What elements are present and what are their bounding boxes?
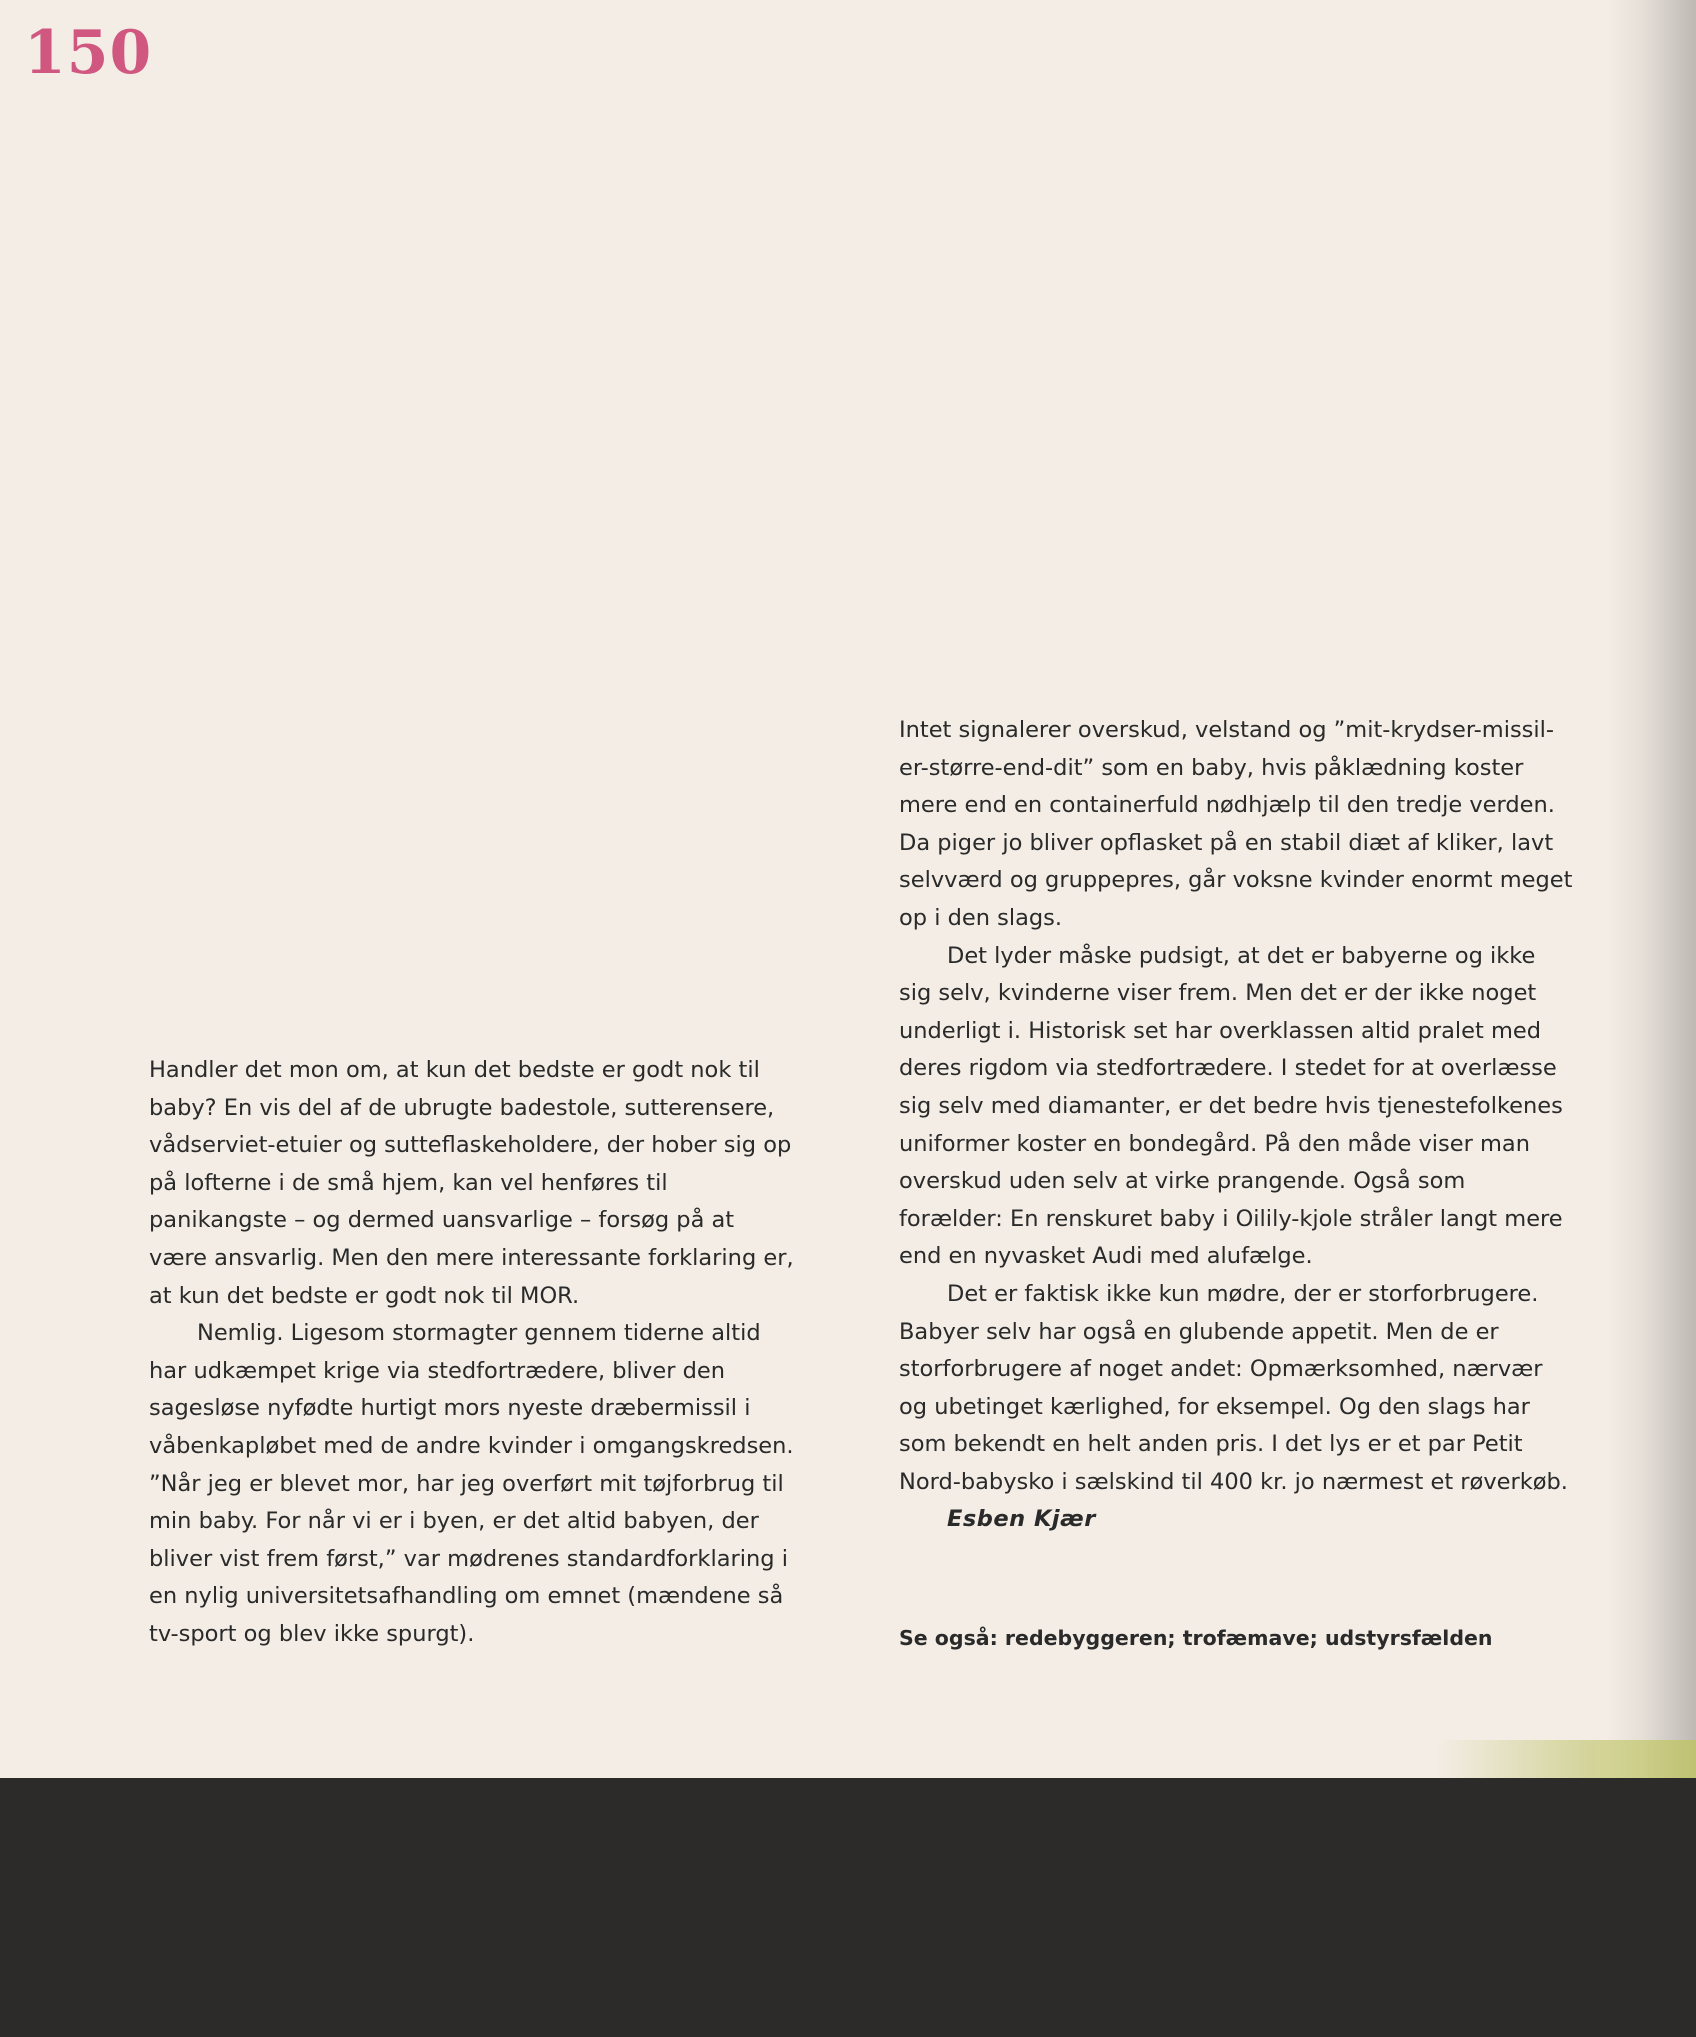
- paragraph: Det er faktisk ikke kun mødre, der er storforbrugere. Babyer selv har også en glubende appetit. Men de er storforbrugere af noget andet: Opmærksomhed, nærvær og ubetinget kærlighed, for eksempel. Og den slags har som bekendt en helt anden pris. I det lys er et par Petit Nord-babysko i sælskind til 400 kr. jo nærmest et røverkøb.: [899, 1280, 1568, 1495]
- see-also-references: Se også: redebyggeren; trofæmave; udstyrsfælden: [899, 1626, 1493, 1650]
- paragraph: Intet signalerer overskud, velstand og ”mit-krydser-missil-er-større-end-dit” som en baby, hvis påklædning koster mere end en containerfuld nødhjælp til den tredje verden. Da piger jo bliver opflasket på en stabil diæt af kliker, lavt selvværd og gruppepres, går voksne kvinder enormt meget op i den slags.: [899, 717, 1573, 931]
- paragraph: Nemlig. Ligesom stormagter gennem tiderne altid har udkæmpet krige via stedfortrædere, bliver den sagesløse nyfødte hurtigt mors nyeste dræbermissil i våbenkapløbet med de andre kvinder i omgangskredsen. ”Når jeg er blevet mor, har jeg overført mit tøjforbrug til min baby. For når vi er i byen, er det altid babyen, der bliver vist frem først,” var mødrenes standardforklaring i en nylig universitetsafhandling om emnet (mændene så tv-sport og blev ikke spurgt).: [149, 1320, 794, 1647]
- author-signature: Esben Kjær: [947, 1506, 1096, 1533]
- paragraph: Det lyder måske pudsigt, at det er babyerne og ikke sig selv, kvinderne viser frem. Men det er der ikke noget underligt i. Historisk set har overklassen altid pralet med deres rigdom via stedfortrædere. I stedet for at overlæsse sig selv med diamanter, er det bedre hvis tjenestefolkenes uniformer koster en bondegård. På den måde viser man overskud uden selv at virke prangende. Også som forælder: En renskuret baby i Oilily-kjole stråler langt mere end en nyvasket Audi med alufælge.: [899, 942, 1563, 1270]
- spine-shadow: [1606, 0, 1696, 1778]
- page-number: 150: [24, 18, 153, 88]
- scanner-background: [0, 1778, 1696, 2037]
- paragraph: Handler det mon om, at kun det bedste er godt nok til baby? En vis del af de ubrugte badestole, sutterensere, vådserviet-etuier og sutteflaskeholdere, der hober sig op på lofterne i de små hjem, kan vel henføres til panikangste – og dermed uansvarlige – forsøg på at være ansvarlig. Men den mere interessante forklaring er, at kun det bedste er godt nok til MOR.: [149, 1057, 794, 1309]
- left-text-column: [149, 1052, 799, 1654]
- right-text-column: [899, 712, 1574, 1539]
